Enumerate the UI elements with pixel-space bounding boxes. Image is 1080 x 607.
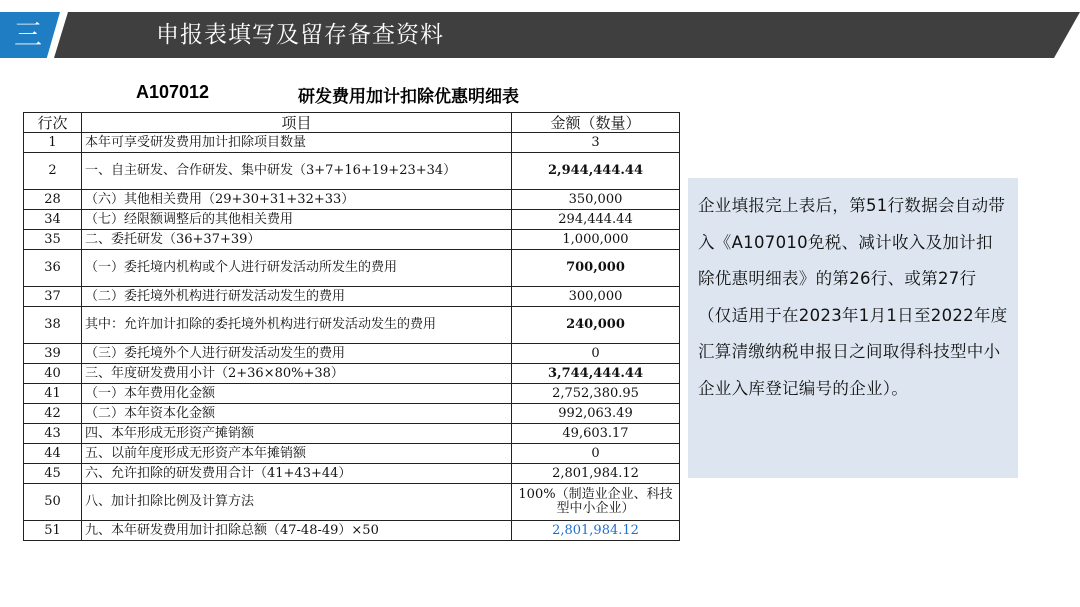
row-number: 2 — [24, 153, 82, 190]
row-amount: 992,063.49 — [512, 404, 680, 424]
form-name: 研发费用加计扣除优惠明细表 — [298, 87, 519, 107]
row-number: 37 — [24, 287, 82, 307]
page-title: 申报表填写及留存备查资料 — [156, 22, 444, 48]
row-amount: 0 — [512, 344, 680, 364]
row-item: 其中：允许加计扣除的委托境外机构进行研发活动发生的费用 — [82, 307, 512, 344]
row-number: 35 — [24, 230, 82, 250]
row-amount: 700,000 — [512, 250, 680, 287]
row-item: 九、本年研发费用加计扣除总额（47-48-49）×50 — [82, 521, 512, 541]
table-row — [24, 484, 680, 521]
row-number: 34 — [24, 210, 82, 230]
row-amount: 2,944,444.44 — [512, 153, 680, 190]
row-amount: 2,752,380.95 — [512, 384, 680, 404]
row-amount: 350,000 — [512, 190, 680, 210]
row-item: 八、加计扣除比例及计算方法 — [82, 484, 512, 521]
column-header-item: 项目 — [82, 113, 512, 133]
row-item: 一、自主研发、合作研发、集中研发（3+7+16+19+23+34） — [82, 153, 512, 190]
row-amount: 0 — [512, 444, 680, 464]
row-item: （二）委托境外机构进行研发活动发生的费用 — [82, 287, 512, 307]
row-number: 36 — [24, 250, 82, 287]
row-number: 45 — [24, 464, 82, 484]
row-number: 43 — [24, 424, 82, 444]
table-header-row — [24, 113, 680, 133]
table-row — [24, 384, 680, 404]
row-number: 50 — [24, 484, 82, 521]
row-amount: 3,744,444.44 — [512, 364, 680, 384]
row-item: （一）委托境内机构或个人进行研发活动所发生的费用 — [82, 250, 512, 287]
row-item: （一）本年费用化金额 — [82, 384, 512, 404]
explanation-note: 企业填报完上表后，第51行数据会自动带入《A107010免税、减计收入及加计扣除优惠明细表》的第26行、或第27行（仅适用于在2023年1月1日至2022年度汇算清缴纳税申报日之间取得科技型中小企业入库登记编号的企业）。 — [688, 178, 1018, 478]
table-row — [24, 404, 680, 424]
row-number: 42 — [24, 404, 82, 424]
column-header-row-no: 行次 — [24, 113, 82, 133]
row-number: 51 — [24, 521, 82, 541]
table-row — [24, 424, 680, 444]
deduction-detail-table — [23, 112, 680, 541]
table-row — [24, 521, 680, 541]
row-item: 四、本年形成无形资产摊销额 — [82, 424, 512, 444]
row-amount: 100%（制造业企业、科技型中小企业） — [512, 484, 680, 521]
row-amount: 300,000 — [512, 287, 680, 307]
row-item: （二）本年资本化金额 — [82, 404, 512, 424]
column-header-amount: 金额（数量） — [512, 113, 680, 133]
row-item: 本年可享受研发费用加计扣除项目数量 — [82, 133, 512, 153]
table-row — [24, 133, 680, 153]
row-item: （三）委托境外个人进行研发活动发生的费用 — [82, 344, 512, 364]
row-amount: 1,000,000 — [512, 230, 680, 250]
table-row — [24, 444, 680, 464]
row-item: 二、委托研发（36+37+39） — [82, 230, 512, 250]
row-amount: 294,444.44 — [512, 210, 680, 230]
row-item: 五、以前年度形成无形资产本年摊销额 — [82, 444, 512, 464]
table-row — [24, 364, 680, 384]
row-amount-highlighted: 2,801,984.12 — [512, 521, 680, 541]
row-amount: 3 — [512, 133, 680, 153]
row-item: （七）经限额调整后的其他相关费用 — [82, 210, 512, 230]
row-number: 39 — [24, 344, 82, 364]
form-code: A107012 — [136, 82, 210, 102]
table-row — [24, 153, 680, 190]
row-number: 1 — [24, 133, 82, 153]
row-number: 28 — [24, 190, 82, 210]
table-row — [24, 287, 680, 307]
row-item: 六、允许扣除的研发费用合计（41+43+44） — [82, 464, 512, 484]
table-row — [24, 230, 680, 250]
table-row — [24, 190, 680, 210]
table-row — [24, 250, 680, 287]
row-amount: 2,801,984.12 — [512, 464, 680, 484]
row-item: 三、年度研发费用小计（2+36×80%+38） — [82, 364, 512, 384]
table-row — [24, 307, 680, 344]
row-number: 44 — [24, 444, 82, 464]
table-row — [24, 210, 680, 230]
row-amount: 49,603.17 — [512, 424, 680, 444]
row-amount: 240,000 — [512, 307, 680, 344]
table-row — [24, 464, 680, 484]
row-item: （六）其他相关费用（29+30+31+32+33） — [82, 190, 512, 210]
row-number: 40 — [24, 364, 82, 384]
section-number: 三 — [13, 18, 42, 51]
table-row — [24, 344, 680, 364]
row-number: 41 — [24, 384, 82, 404]
row-number: 38 — [24, 307, 82, 344]
